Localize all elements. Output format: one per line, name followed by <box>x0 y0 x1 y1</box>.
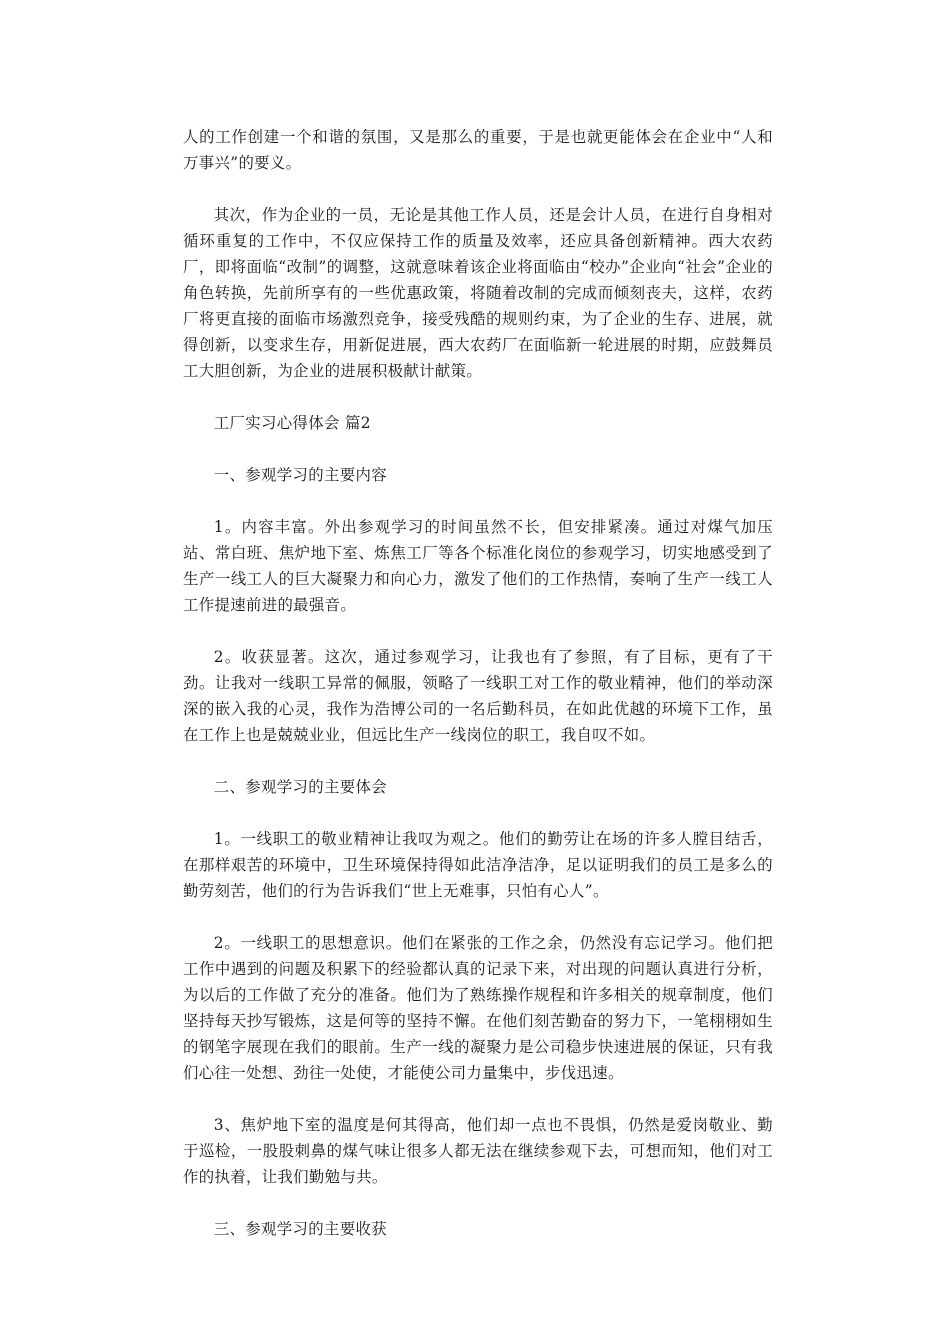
paragraph-spacer <box>183 384 773 410</box>
paragraph-spacer <box>183 748 773 774</box>
paragraph-intro-continuation: 人的工作创建一个和谐的氛围，又是那么的重要，于是也就更能体会在企业中“人和万事兴”的要义。 <box>183 128 773 172</box>
heading-main-insights: 二、参观学习的主要体会 <box>213 778 387 796</box>
paragraph-dedication: 1。一线职工的敬业精神让我叹为观之。他们的勤劳让在场的许多人膛目结舌，在那样艰苦的环境中，卫生环境保持得如此洁净洁净，足以证明我们的员工是多么的勤劳刻苦，他们的行为告诉我们“世上无难事，只怕有心人”。 <box>183 830 773 900</box>
heading-main-content: 一、参观学习的主要内容 <box>213 466 387 484</box>
paragraph-innovation: 其次，作为企业的一员，无论是其他工作人员，还是会计人员，在进行自身相对循环重复的工作中，不仅应保持工作的质量及效率，还应具备创新精神。西大农药厂，即将面临“改制”的调整，这就意味着该企业将面临由“校办”企业向“社会”企业的角色转换，先前所享有的一些优惠政策，将随着改制的完成而倾刻丧夫，这样，农药厂将更直接的面临市场激烈竞争，接受残酷的规则约束，为了企业的生存、进展，就得创新，以变求生存，用新促进展，西大农药厂在面临新一轮进展的时期，应鼓舞员工大胆创新，为企业的进展积极献计献策。 <box>183 206 773 380</box>
paragraph-spacer <box>183 488 773 514</box>
paragraph-mindset: 2。一线职工的思想意识。他们在紧张的工作之余，仍然没有忘记学习。他们把工作中遇到的问题及积累下的经验都认真的记录下来，对出现的问题认真进行分析，为以后的工作做了充分的准备。他们为了熟练操作规程和许多相关的规章制度，他们坚持每天抄写锻炼，这是何等的坚持不懈。在他们刻苦勤奋的努力下，一笔栩栩如生的钢笔字展现在我们的眼前。生产一线的凝聚力是公司稳步快速进展的保证，只有我们心往一处想、劲往一处使，才能使公司力量集中，步伐迅速。 <box>183 934 773 1082</box>
paragraph-notable-gains: 2。收获显著。这次，通过参观学习，让我也有了参照，有了目标，更有了干劲。让我对一线职工异常的佩服，领略了一线职工对工作的敬业精神，他们的举动深深的嵌入我的心灵，我作为浩博公司的一名后勤科员，在如此优越的环境下工作，虽在工作上也是兢兢业业，但远比生产一线岗位的职工，我自叹不如。 <box>183 648 773 744</box>
paragraph-rich-content: 1。内容丰富。外出参观学习的时间虽然不长，但安排紧凑。通过对煤气加压站、常白班、焦炉地下室、炼焦工厂等各个标准化岗位的参观学习，切实地感受到了生产一线工人的巨大凝聚力和向心力，激发了他们的工作热情，奏响了生产一线工人工作提速前进的最强音。 <box>183 518 773 614</box>
document-page <box>183 124 773 1242</box>
paragraph-spacer <box>183 618 773 644</box>
section-title-part2: 工厂实习心得体会 篇2 <box>213 414 371 432</box>
paragraph-basement-heat: 3、焦炉地下室的温度是何其得高，他们却一点也不畏惧，仍然是爱岗敬业、勤于巡检，一股股刺鼻的煤气味让很多人都无法在继续参观下去，可想而知，他们对工作的执着，让我们勤勉与共。 <box>183 1116 773 1186</box>
paragraph-spacer <box>183 436 773 462</box>
paragraph-spacer <box>183 1190 773 1216</box>
paragraph-spacer <box>183 176 773 202</box>
paragraph-spacer <box>183 1086 773 1112</box>
paragraph-spacer <box>183 800 773 826</box>
paragraph-spacer <box>183 904 773 930</box>
heading-main-harvest: 三、参观学习的主要收获 <box>213 1220 387 1238</box>
